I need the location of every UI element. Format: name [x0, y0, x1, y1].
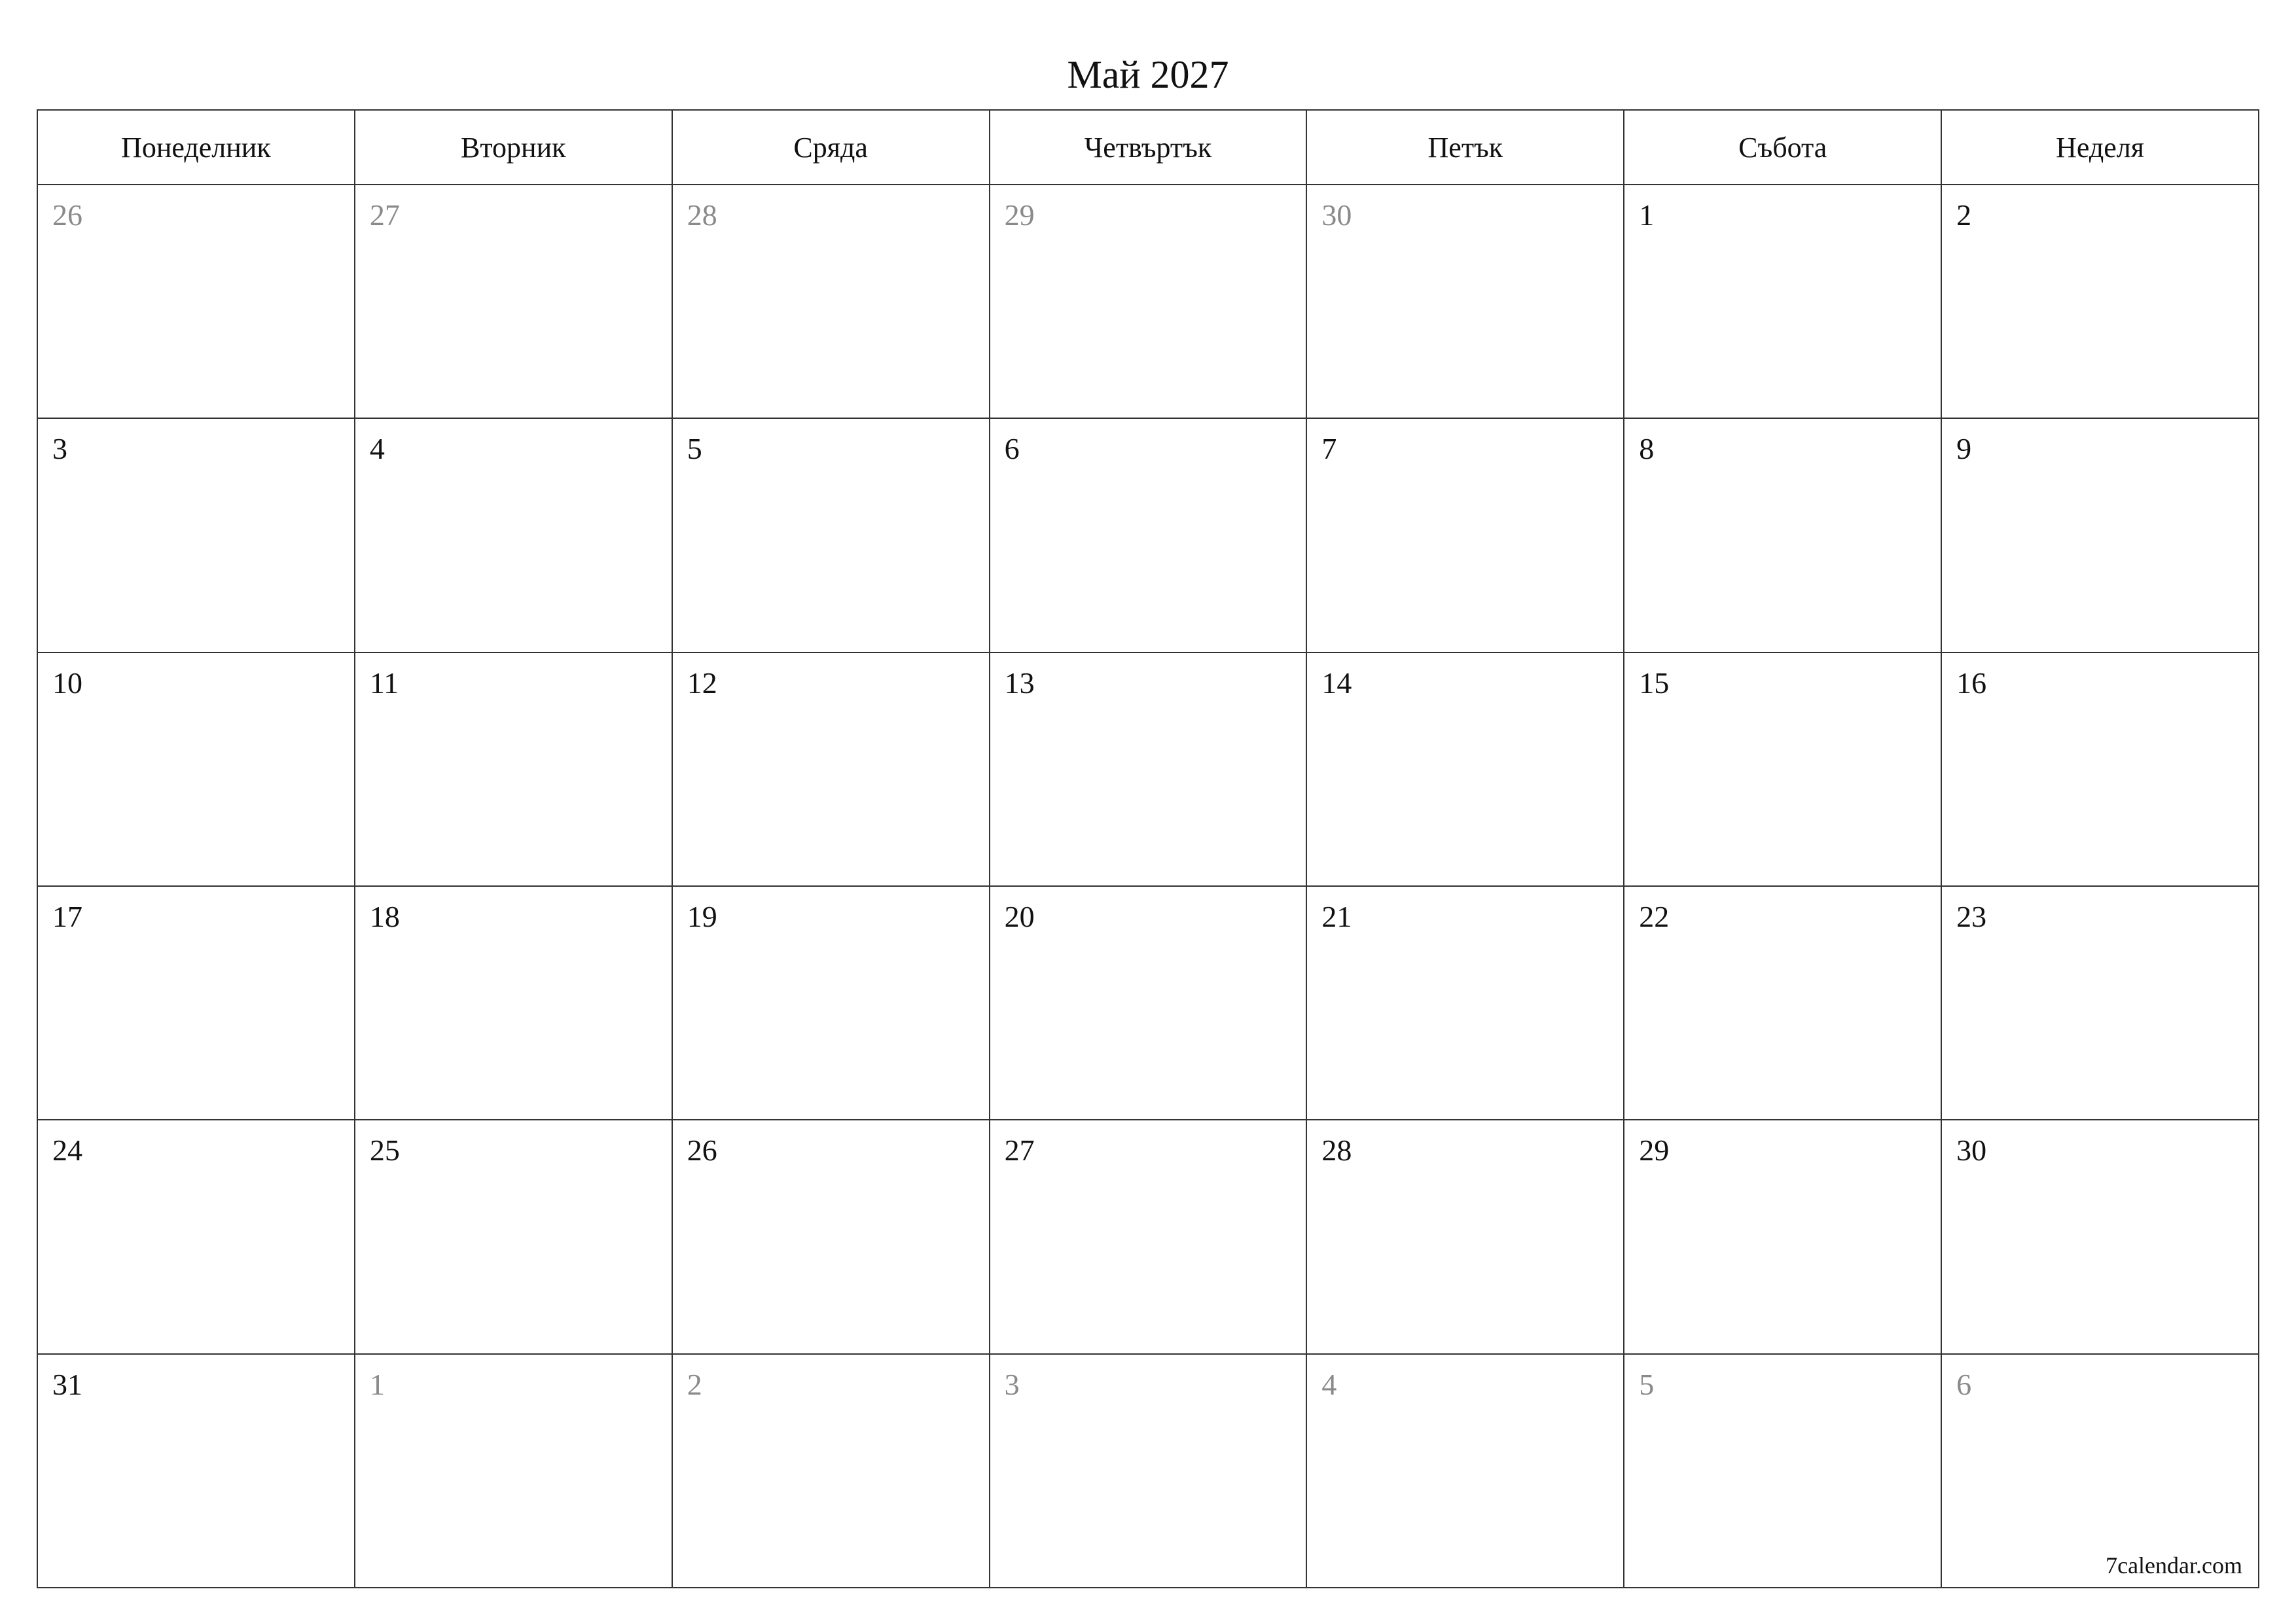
- day-number: 4: [1321, 1367, 1337, 1401]
- day-cell[interactable]: [1624, 1355, 1942, 1588]
- day-number: 27: [369, 198, 400, 232]
- day-number: 31: [52, 1367, 82, 1401]
- day-number: 6: [1004, 432, 1020, 466]
- day-number: 28: [687, 198, 717, 232]
- day-number: 1: [369, 1367, 385, 1401]
- page-title: Май 2027: [1067, 53, 1229, 96]
- day-number: 5: [1639, 1367, 1655, 1401]
- weekday-header: Събота: [1624, 111, 1942, 185]
- day-cell[interactable]: [355, 185, 673, 419]
- day-number: 21: [1321, 900, 1352, 933]
- day-cell[interactable]: [1624, 419, 1942, 652]
- day-number: 12: [687, 666, 717, 700]
- weekday-header: Понеделник: [38, 111, 355, 185]
- footer-credit[interactable]: 7calendar.com: [2106, 1552, 2242, 1578]
- day-cell[interactable]: [1307, 419, 1624, 652]
- weekday-header: Неделя: [1942, 111, 2259, 185]
- day-number: 30: [1956, 1133, 1987, 1168]
- day-number: 5: [687, 432, 702, 466]
- day-number: 1: [1639, 198, 1655, 232]
- day-number: 2: [1956, 198, 1972, 232]
- day-number: 18: [369, 900, 400, 933]
- day-cell[interactable]: [38, 185, 355, 419]
- day-number: 9: [1956, 432, 1972, 466]
- day-cell[interactable]: [355, 653, 673, 887]
- day-number: 27: [1004, 1133, 1035, 1168]
- day-cell[interactable]: [38, 1355, 355, 1588]
- day-number: 6: [1956, 1367, 1972, 1401]
- day-cell[interactable]: [38, 653, 355, 887]
- day-number: 16: [1956, 666, 1987, 700]
- day-number: 2: [687, 1367, 702, 1401]
- day-cell[interactable]: [990, 653, 1308, 887]
- day-number: 22: [1639, 900, 1670, 933]
- day-number: 3: [52, 432, 67, 466]
- day-number: 14: [1321, 666, 1352, 700]
- day-number: 15: [1639, 666, 1670, 700]
- day-cell[interactable]: [38, 887, 355, 1120]
- weekday-header: Петък: [1307, 111, 1624, 185]
- day-number: 26: [687, 1133, 717, 1168]
- day-number: 24: [52, 1133, 82, 1168]
- day-number: 4: [369, 432, 385, 466]
- day-cell[interactable]: [673, 887, 990, 1120]
- day-cell[interactable]: [673, 1120, 990, 1354]
- day-cell[interactable]: [1942, 653, 2259, 887]
- day-cell[interactable]: [355, 1355, 673, 1588]
- day-cell[interactable]: [1942, 1120, 2259, 1354]
- day-cell[interactable]: [1624, 653, 1942, 887]
- day-number: 29: [1639, 1133, 1670, 1168]
- day-cell[interactable]: [990, 887, 1308, 1120]
- day-cell[interactable]: [1624, 887, 1942, 1120]
- day-cell[interactable]: [38, 419, 355, 652]
- day-number: 28: [1321, 1133, 1352, 1168]
- day-cell[interactable]: [1307, 653, 1624, 887]
- day-cell[interactable]: [1942, 419, 2259, 652]
- day-cell[interactable]: [1307, 185, 1624, 419]
- day-number: 19: [687, 900, 717, 933]
- day-number: 8: [1639, 432, 1655, 466]
- day-number: 11: [369, 666, 399, 700]
- weekday-header: Вторник: [355, 111, 673, 185]
- day-cell[interactable]: [38, 1120, 355, 1354]
- day-number: 7: [1321, 432, 1337, 466]
- day-number: 10: [52, 666, 82, 700]
- day-cell[interactable]: [673, 653, 990, 887]
- day-number: 30: [1321, 198, 1352, 232]
- day-number: 3: [1004, 1367, 1020, 1401]
- day-cell[interactable]: [1307, 1120, 1624, 1354]
- day-cell[interactable]: [1307, 1355, 1624, 1588]
- day-number: 20: [1004, 900, 1035, 933]
- day-cell[interactable]: [673, 185, 990, 419]
- day-cell[interactable]: [1307, 887, 1624, 1120]
- day-number: 17: [52, 900, 82, 933]
- calendar-grid: [37, 109, 2259, 1588]
- day-cell[interactable]: [1624, 1120, 1942, 1354]
- day-cell[interactable]: [673, 1355, 990, 1588]
- day-cell[interactable]: [673, 419, 990, 652]
- day-number: 13: [1004, 666, 1035, 700]
- day-cell[interactable]: [355, 1120, 673, 1354]
- day-cell[interactable]: [355, 419, 673, 652]
- day-cell[interactable]: [990, 419, 1308, 652]
- weekday-header: Четвъртък: [990, 111, 1308, 185]
- day-number: 23: [1956, 900, 1987, 933]
- day-number: 29: [1004, 198, 1035, 232]
- weekday-header: Сряда: [673, 111, 990, 185]
- day-number: 25: [369, 1133, 400, 1168]
- day-cell[interactable]: [990, 1355, 1308, 1588]
- day-number: 26: [52, 198, 82, 232]
- day-cell[interactable]: [1942, 185, 2259, 419]
- day-cell[interactable]: [1942, 887, 2259, 1120]
- day-cell[interactable]: [1624, 185, 1942, 419]
- day-cell[interactable]: [990, 1120, 1308, 1354]
- day-cell[interactable]: [990, 185, 1308, 419]
- day-cell[interactable]: [355, 887, 673, 1120]
- day-cell[interactable]: [1942, 1355, 2259, 1588]
